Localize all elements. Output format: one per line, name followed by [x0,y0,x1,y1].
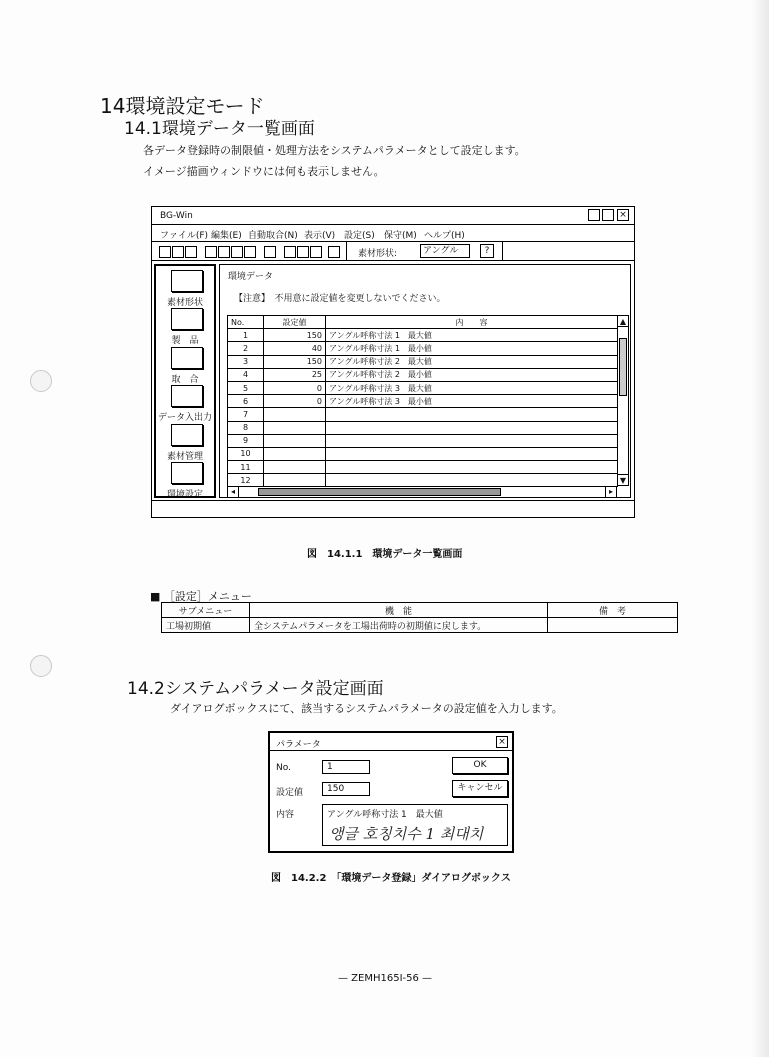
mode-button-material-management[interactable] [171,424,203,446]
cell-value: 150 [264,329,326,342]
mode-button-product[interactable] [171,308,203,330]
toolbar-button[interactable] [297,246,309,258]
subsection-heading: 14.1環境データ一覧画面 [124,119,315,139]
toolbar [152,241,634,261]
cell-no: 2 [228,342,264,355]
table-row[interactable] [228,381,618,394]
cell-remarks [548,618,678,633]
menu-file[interactable]: ファイル(F) [160,231,209,241]
environment-data-panel [219,264,631,498]
cell-content: アングル呼称寸法 1 最大値 [326,329,618,342]
cell-no: 1 [228,329,264,342]
cell-content: アングル呼称寸法 3 最小値 [326,395,618,408]
horizontal-scrollbar[interactable] [227,486,617,498]
punch-hole-top [30,370,52,392]
table-row[interactable] [228,461,618,474]
window-title: BG-Win [160,211,193,221]
column-value: 設定値 [264,316,326,329]
value-field[interactable]: 150 [322,782,370,796]
content-field[interactable] [322,804,508,846]
cell-content: アングル呼称寸法 3 最大値 [326,381,618,394]
menu-auto-join[interactable]: 自動取合(N) [248,231,298,241]
menu-section-title: ［設定］メニュー [163,590,252,603]
table-row[interactable] [228,342,618,355]
table-row[interactable] [228,368,618,381]
vertical-scrollbar[interactable] [617,315,629,486]
menu-help[interactable]: ヘルプ(H) [424,231,465,241]
section-heading: 14環境設定モード [100,94,265,118]
material-shape-label: 素材形状: [358,249,398,259]
cell-no: 3 [228,355,264,368]
figure-1-caption: 図 14.1.1 環境データ一覧画面 [307,549,463,560]
cell-content [326,421,618,434]
ok-button[interactable]: OK [452,757,508,774]
table-row[interactable] [228,408,618,421]
page-edge-shadow [751,0,769,1057]
scroll-up-arrow[interactable]: ▲ [619,317,627,326]
cell-no: 6 [228,395,264,408]
cell-value: 25 [264,368,326,381]
toolbar-button[interactable] [185,246,197,258]
dialog-close-button[interactable]: × [496,736,508,748]
help-button[interactable]: ? [480,244,494,258]
toolbar-button[interactable] [310,246,322,258]
toolbar-button[interactable] [205,246,217,258]
status-bar-divider [152,500,634,501]
intro-line-2: イメージ描画ウィンドウには何も表示しません。 [143,165,385,178]
mode-label: 素材形状 [166,298,203,308]
scroll-left-arrow[interactable]: ◂ [228,487,239,497]
table-row[interactable] [228,474,618,487]
menu-maintenance[interactable]: 保守(M) [384,231,417,241]
dialog-title: パラメータ [276,740,321,750]
cell-content: アングル呼称寸法 1 最小値 [326,342,618,355]
cell-value [264,434,326,447]
dialog-titlebar [270,733,512,751]
section-2-description: ダイアログボックスにて、該当するシステムパラメータの設定値を入力します。 [170,702,563,715]
cell-content [326,447,618,460]
cell-no: 5 [228,381,264,394]
cancel-button[interactable]: キャンセル [452,780,508,797]
header-remarks: 備 考 [548,603,678,618]
mode-label: 製 品 [171,336,199,346]
intro-line-1: 各データ登録時の制限値・処理方法をシステムパラメータとして設定します。 [143,144,526,157]
no-label: No. [276,763,291,773]
column-content: 内 容 [326,316,618,329]
cell-submenu: 工場初期値 [162,618,250,633]
scroll-right-arrow[interactable]: ▸ [605,487,616,497]
toolbar-divider [502,242,503,261]
cell-value: 0 [264,381,326,394]
table-row[interactable] [228,355,618,368]
bgwin-window [151,206,635,518]
header-function: 機 能 [250,603,548,618]
cell-no: 10 [228,447,264,460]
toolbar-button[interactable] [159,246,171,258]
punch-hole-bottom [30,655,52,677]
toolbar-button[interactable] [328,246,340,258]
mode-button-material-shape[interactable] [171,270,203,292]
cell-no: 11 [228,461,264,474]
toolbar-button[interactable] [231,246,243,258]
caution-note: 【注意】 不用意に設定値を変更しないでください。 [234,294,446,304]
cell-no: 12 [228,474,264,487]
maximize-button[interactable] [602,209,614,221]
cell-content [326,408,618,421]
cell-value: 0 [264,395,326,408]
mode-label: 素材管理 [166,452,203,462]
cell-value [264,474,326,487]
toolbar-button[interactable] [284,246,296,258]
table-header-row [228,316,618,329]
mode-label: 取 合 [171,375,199,385]
window-titlebar [152,207,634,225]
mode-button-environment-settings[interactable] [171,462,203,484]
mode-button-join[interactable] [171,347,203,369]
cell-function: 全システムパラメータを工場出荷時の初期値に戻します。 [250,618,548,633]
cell-no: 8 [228,421,264,434]
cell-value [264,408,326,421]
cell-content [326,461,618,474]
material-shape-field[interactable]: アングル [420,244,470,258]
handwritten-annotation: 앵글 호칭치수 1 최대치 [329,825,484,843]
table-row[interactable] [228,395,618,408]
figure-2-caption: 図 14.2.2 「環境データ登録」ダイアログボックス [271,873,511,884]
panel-title: 環境データ [228,272,274,282]
cell-value [264,447,326,460]
menu-edit[interactable]: 編集(E) [211,231,242,241]
toolbar-button[interactable] [172,246,184,258]
menu-bar [152,225,634,241]
menu-view[interactable]: 表示(V) [304,231,336,241]
cell-no: 4 [228,368,264,381]
cell-content [326,434,618,447]
mode-label: 環境設定 [166,490,203,500]
column-no: No. [228,316,264,329]
cell-no: 7 [228,408,264,421]
cell-content: アングル呼称寸法 2 最大値 [326,355,618,368]
cell-content: アングル呼称寸法 2 最小値 [326,368,618,381]
section-2-heading: 14.2システムパラメータ設定画面 [127,679,384,699]
cell-value: 40 [264,342,326,355]
scroll-down-arrow[interactable]: ▼ [619,476,627,485]
value-label: 設定値 [276,788,304,798]
horizontal-scroll-thumb[interactable] [258,488,501,496]
header-submenu: サブメニュー [162,603,250,618]
parameter-dialog [268,731,514,853]
cell-value: 150 [264,355,326,368]
content-label: 内容 [276,810,295,820]
mode-sidebar [154,264,216,498]
vertical-scroll-thumb[interactable] [619,338,627,396]
cell-no: 9 [228,434,264,447]
mode-button-data-io[interactable] [171,385,203,407]
table-row[interactable] [228,421,618,434]
cell-value [264,421,326,434]
bullet-icon: ■ [150,590,161,603]
table-row[interactable] [228,447,618,460]
mode-label: データ入出力 [157,413,212,423]
no-field[interactable]: 1 [322,760,370,774]
toolbar-divider [346,242,347,261]
table-row[interactable] [228,329,618,342]
table-row [162,618,678,633]
settings-menu-table [161,602,678,633]
minimize-button[interactable] [588,209,600,221]
table-header-row [162,603,678,618]
cell-content [326,474,618,487]
menu-settings[interactable]: 設定(S) [344,231,375,241]
toolbar-button[interactable] [264,246,276,258]
environment-data-table [227,315,618,487]
content-value: アングル呼称寸法 1 最大値 [327,810,443,820]
toolbar-button[interactable] [244,246,256,258]
table-row[interactable] [228,434,618,447]
toolbar-button[interactable] [218,246,230,258]
cell-value [264,461,326,474]
page-footer: — ZEMH165I-56 — [338,973,433,984]
close-button[interactable]: × [617,209,629,221]
